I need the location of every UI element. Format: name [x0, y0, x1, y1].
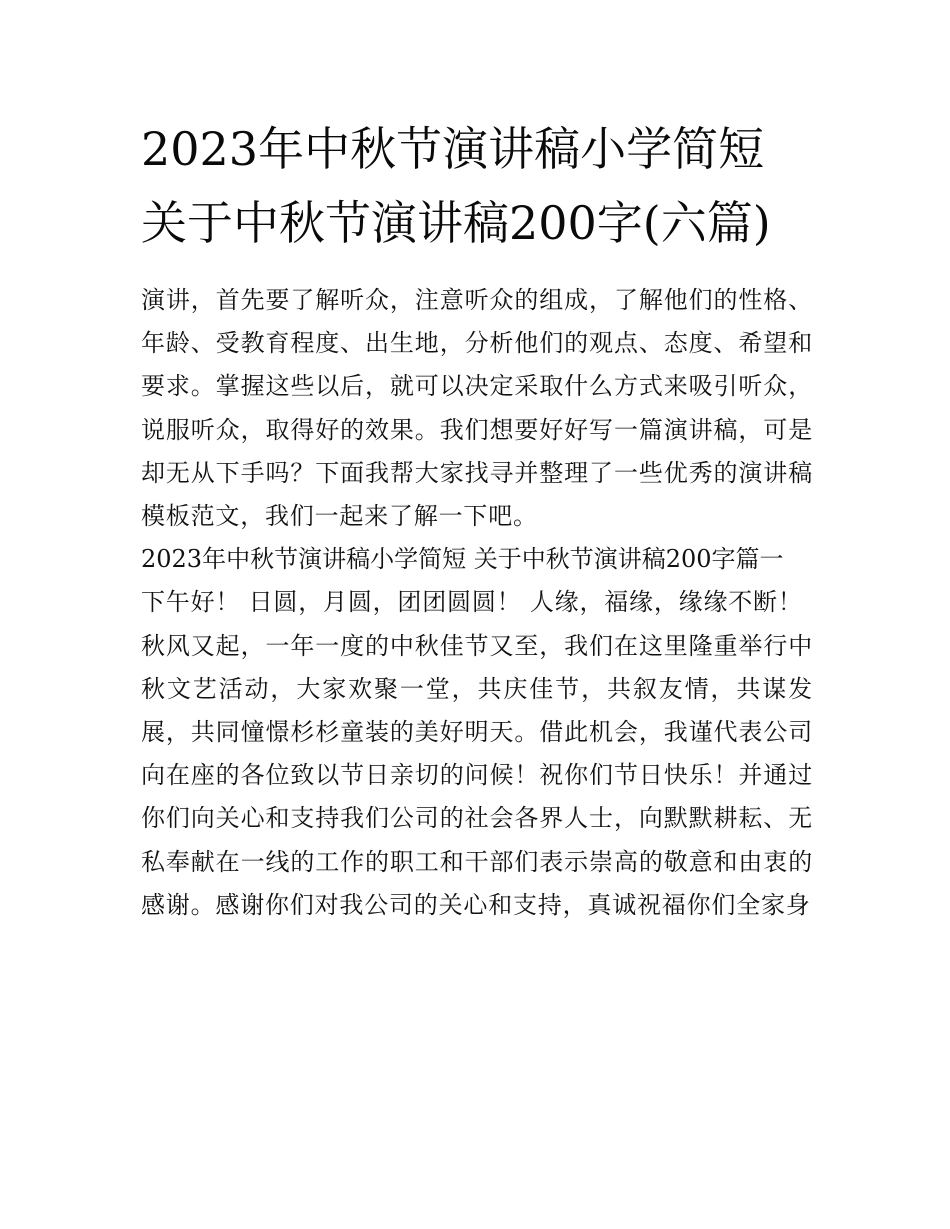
document-body	[141, 279, 813, 927]
body-paragraph: 秋风又起，一年一度的中秋佳节又至，我们在这里隆重举行中秋文艺活动，大家欢聚一堂，共庆佳节，共叙友情，共谋发展，共同憧憬杉杉童装的美好明天。借此机会，我谨代表公司向在座的各位致以节日亲切的问候！祝你们节日快乐！并通过你们向关心和支持我们公司的社会各界人士，向默默耕耘、无私奉献在一线的工作的职工和干部们表示崇高的敬意和由衷的感谢。感谢你们对我公司的关心和支持，真诚祝福你们全家身	[141, 631, 813, 919]
greeting-line: 下午好！ 日圆，月圆，团团圆圆！ 人缘，福缘，缘缘不断！	[141, 588, 803, 617]
document-page	[141, 112, 813, 927]
document-title: 2023年中秋节演讲稿小学简短 关于中秋节演讲稿200字(六篇)	[141, 122, 771, 250]
intro-paragraph: 演讲，首先要了解听众，注意听众的组成，了解他们的性格、年龄、受教育程度、出生地，分析他们的观点、态度、希望和要求。掌握这些以后，就可以决定采取什么方式来吸引听众，说服听众，取得好的效果。我们想要好好写一篇演讲稿，可是却无从下手吗？下面我帮大家找寻并整理了一些优秀的演讲稿模板范文，我们一起来了解一下吧。	[141, 286, 813, 531]
section-heading: 2023年中秋节演讲稿小学简短 关于中秋节演讲稿200字篇一	[141, 545, 784, 574]
